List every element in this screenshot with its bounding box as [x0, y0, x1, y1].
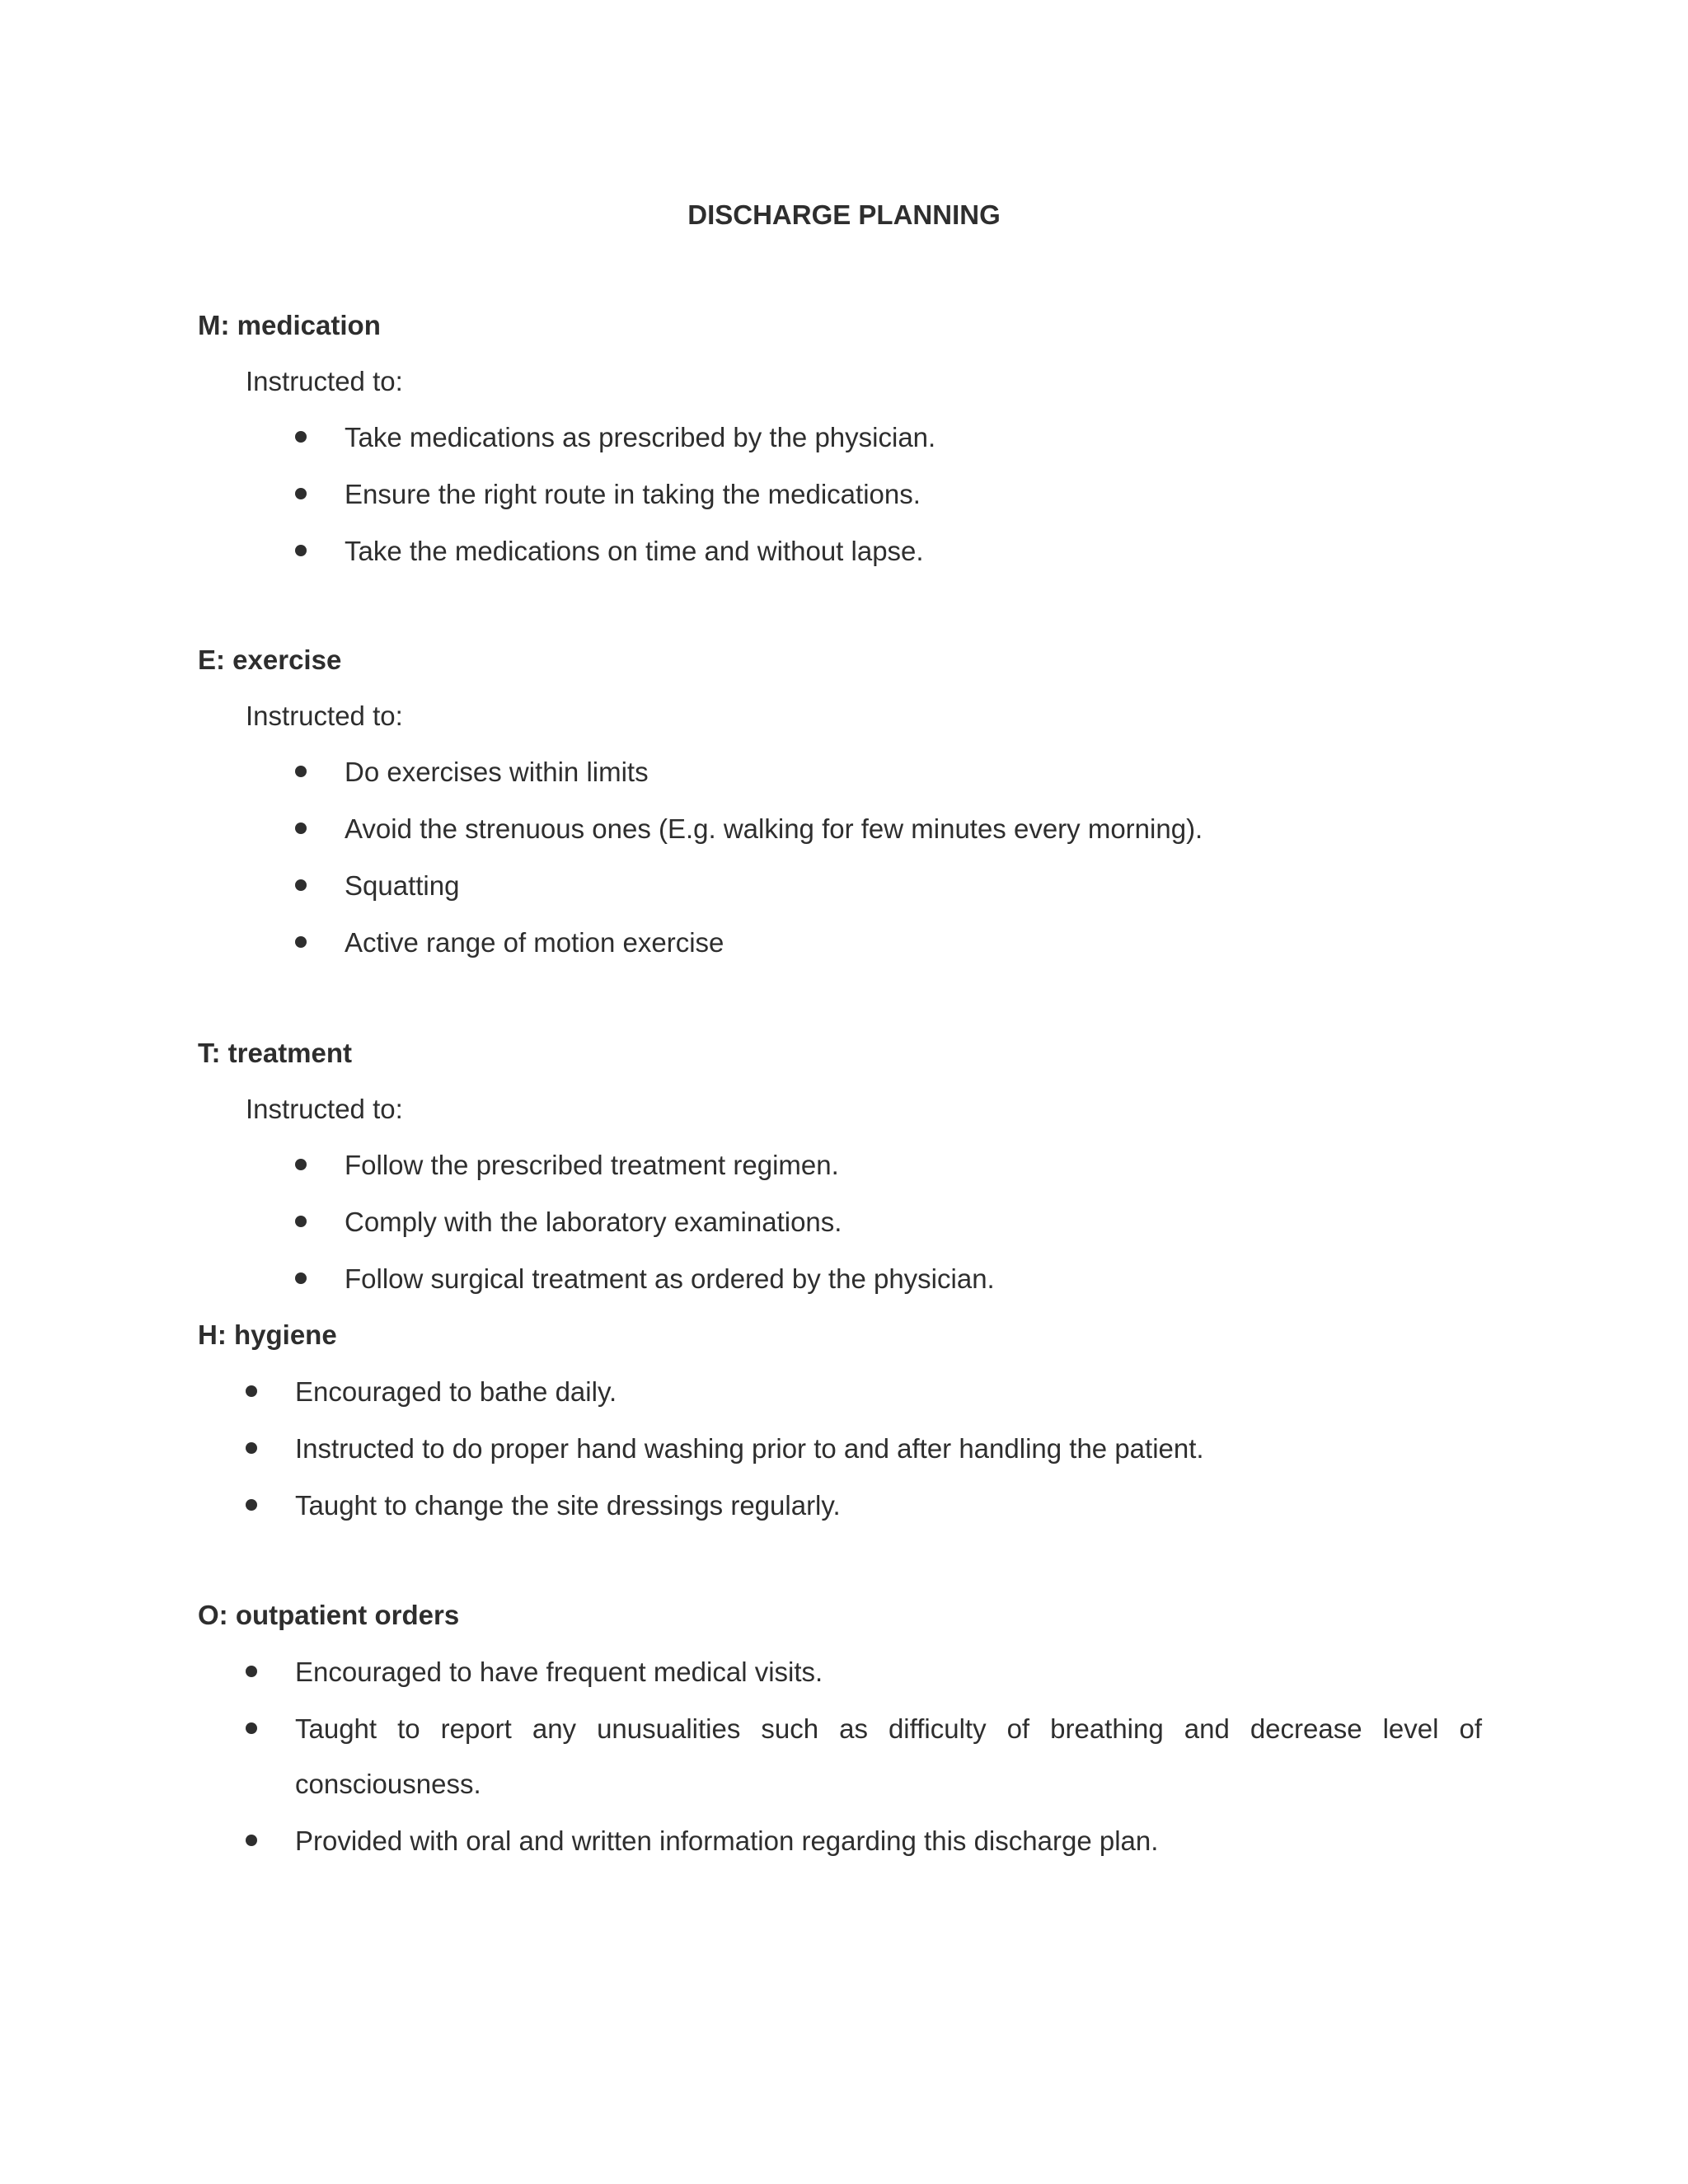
- bullet-icon: [295, 879, 307, 891]
- bullet-icon: [295, 431, 307, 443]
- list-item: Follow surgical treatment as ordered by the physician.: [345, 1263, 995, 1294]
- bullet-icon: [295, 1272, 307, 1284]
- list-item: Ensure the right route in taking the medications.: [345, 479, 921, 509]
- bullet-icon: [295, 1216, 307, 1227]
- list-item: Active range of motion exercise: [345, 927, 724, 958]
- section-heading-outpatient-orders: O: outpatient orders: [198, 1600, 460, 1630]
- list-item: Taught to report any unusualities such as difficulty of breathing and decrease level of: [295, 1713, 1482, 1744]
- bullet-icon: [295, 1159, 307, 1170]
- document-title: DISCHARGE PLANNING: [687, 199, 1001, 230]
- bullet-icon: [246, 1835, 257, 1846]
- list-item: Take medications as prescribed by the physician.: [345, 422, 936, 452]
- list-item: Take the medications on time and without lapse.: [345, 536, 924, 566]
- list-item: Squatting: [345, 870, 460, 901]
- list-item: Instructed to do proper hand washing prior to and after handling the patient.: [295, 1433, 1204, 1464]
- bullet-icon: [295, 936, 307, 948]
- section-heading-exercise: E: exercise: [198, 644, 342, 675]
- bullet-icon: [246, 1722, 257, 1734]
- section-heading-medication: M: medication: [198, 310, 381, 340]
- list-item: Follow the prescribed treatment regimen.: [345, 1150, 839, 1180]
- list-item: Provided with oral and written information regarding this discharge plan.: [295, 1825, 1159, 1856]
- list-item: Encouraged to have frequent medical visits.: [295, 1657, 823, 1687]
- bullet-icon: [295, 766, 307, 777]
- list-item: Taught to change the site dressings regularly.: [295, 1490, 841, 1521]
- bullet-icon: [246, 1666, 257, 1677]
- list-item: Encouraged to bathe daily.: [295, 1376, 617, 1407]
- bullet-icon: [246, 1385, 257, 1397]
- section-heading-treatment: T: treatment: [198, 1038, 353, 1068]
- bullet-icon: [246, 1499, 257, 1511]
- bullet-icon: [295, 545, 307, 556]
- list-item-continuation: consciousness.: [295, 1769, 481, 1799]
- section-intro-medication: Instructed to:: [246, 366, 403, 396]
- bullet-icon: [295, 823, 307, 834]
- bullet-icon: [246, 1442, 257, 1454]
- list-item: Avoid the strenuous ones (E.g. walking for few minutes every morning).: [345, 813, 1203, 844]
- list-item: Comply with the laboratory examinations.: [345, 1207, 842, 1237]
- section-heading-hygiene: H: hygiene: [198, 1319, 337, 1350]
- list-item: Do exercises within limits: [345, 757, 649, 787]
- section-intro-exercise: Instructed to:: [246, 701, 403, 731]
- bullet-icon: [295, 488, 307, 499]
- section-intro-treatment: Instructed to:: [246, 1094, 403, 1124]
